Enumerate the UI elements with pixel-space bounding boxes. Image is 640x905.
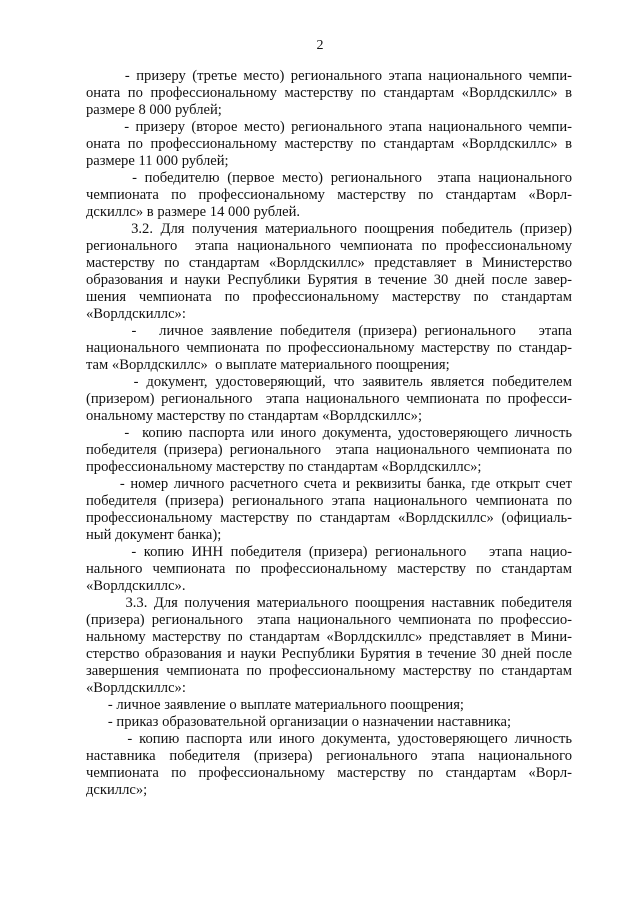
text-line: нальному мастерству по стандартам «Ворлдскиллс» представляет в Мини- <box>86 629 572 645</box>
text-line: нального чемпионата по профессиональному мастерству по стандартам <box>86 561 572 577</box>
text-line: размере 8 000 рублей; <box>86 102 222 118</box>
text-line: - личное заявление о выплате материального поощрения; <box>86 697 464 713</box>
text-line: чемпионата по профессиональному мастерству по стандартам «Ворл- <box>86 765 572 781</box>
text-line: - копию паспорта или иного документа, удостоверяющего личность <box>86 425 572 441</box>
text-line: регионального этапа национального чемпионата по профессиональному <box>86 238 572 254</box>
text-line: «Ворлдскиллс»: <box>86 680 186 696</box>
text-line: дскиллс» в размере 14 000 рублей. <box>86 204 301 220</box>
text-line: профессиональному мастерству по стандартам «Ворлдскиллс»; <box>86 459 482 475</box>
text-line: стерство образования и науки Республики Бурятия в течение 30 дней после <box>86 646 572 662</box>
text-line: - личное заявление победителя (призера) регионального этапа <box>86 323 572 339</box>
text-line: оната по профессиональному мастерству по стандартам «Ворлдскиллс» в <box>86 85 572 101</box>
text-line: победителя (призера) регионального этапа национального чемпионата по <box>86 442 572 458</box>
text-line: ональному мастерству по стандартам «Ворлдскиллс»; <box>86 408 423 424</box>
text-line: (призером) регионального этапа национального чемпионата по професси- <box>86 391 572 407</box>
text-line: оната по профессиональному мастерству по стандартам «Ворлдскиллс» в <box>86 136 572 152</box>
text-line: «Ворлдскиллс»: <box>86 306 186 322</box>
text-line: образования и науки Республики Бурятия в течение 30 дней после завер- <box>86 272 572 288</box>
text-line: победителя (призера) регионального этапа национального чемпионата по <box>86 493 572 509</box>
text-line: наставника победителя (призера) регионального этапа национального <box>86 748 572 764</box>
text-line: мастерству по стандартам «Ворлдскиллс» представляет в Министерство <box>86 255 572 271</box>
text-line: ный документ банка); <box>86 527 222 543</box>
text-line: (призера) регионального этапа национального чемпионата по профессио- <box>86 612 572 628</box>
text-line: «Ворлдскиллс». <box>86 578 186 594</box>
text-line: завершения чемпионата по профессиональному мастерству по стандартам <box>86 663 572 679</box>
text-line: - копию ИНН победителя (призера) регионального этапа нацио- <box>86 544 572 560</box>
text-line: шения чемпионата по профессиональному мастерству по стандартам <box>86 289 572 305</box>
text-line: дскиллс»; <box>86 782 148 798</box>
text-line: 3.3. Для получения материального поощрения наставник победителя <box>86 595 572 611</box>
text-line: размере 11 000 рублей; <box>86 153 229 169</box>
text-line: - победителю (первое место) регионального этапа национального <box>86 170 572 186</box>
text-line: - приказ образовательной организации о назначении наставника; <box>86 714 512 730</box>
page-number: 2 <box>316 38 324 53</box>
text-line: чемпионата по профессиональному мастерству по стандартам «Ворл- <box>86 187 572 203</box>
text-line: профессиональному мастерству по стандартам «Ворлдскиллс» (официаль- <box>86 510 572 526</box>
text-line: - призеру (третье место) регионального этапа национального чемпи- <box>86 68 572 84</box>
text-line: национального чемпионата по профессиональному мастерству по стандар- <box>86 340 572 356</box>
text-line: 3.2. Для получения материального поощрения победитель (призер) <box>86 221 572 237</box>
text-line: - номер личного расчетного счета и реквизиты банка, где открыт счет <box>86 476 572 492</box>
text-line: - призеру (второе место) регионального этапа национального чемпи- <box>86 119 572 135</box>
document-body <box>86 68 572 799</box>
text-line: - копию паспорта или иного документа, удостоверяющего личность <box>86 731 572 747</box>
text-line: - документ, удостоверяющий, что заявитель является победителем <box>86 374 572 390</box>
text-line: там «Ворлдскиллс» о выплате материального поощрения; <box>86 357 450 373</box>
